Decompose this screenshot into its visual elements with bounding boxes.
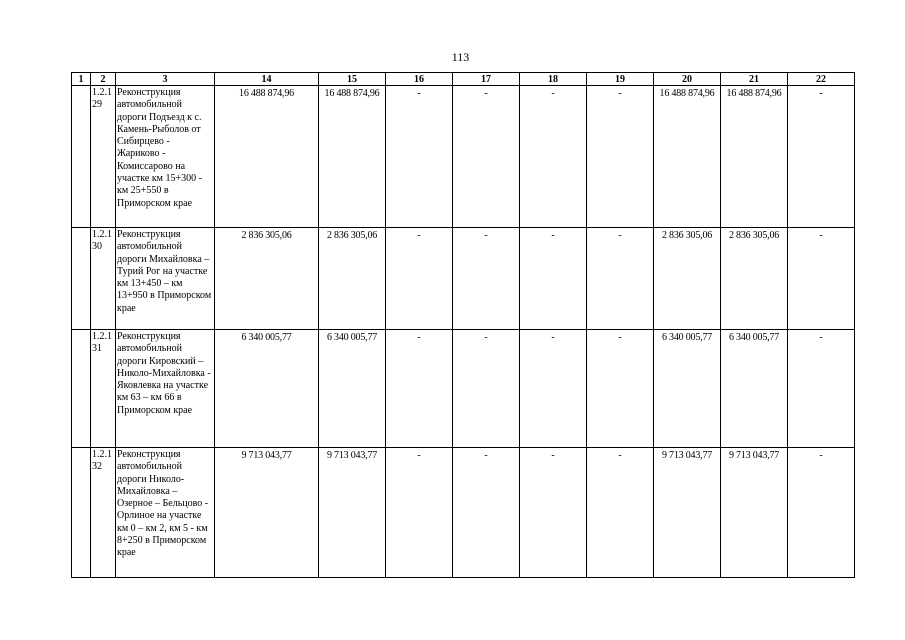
cell-col18: - xyxy=(520,448,587,578)
cell-col17: - xyxy=(453,330,520,448)
column-header-19: 19 xyxy=(587,73,654,86)
cell-object-name: Реконструкция автомобильной дороги Подъезд к с. Камень-Рыболов от Сибирцево - Жариково - Комиссарово на участке км 15+300 - км 25+550 в Приморском крае xyxy=(116,86,215,228)
cell-col22: - xyxy=(788,86,855,228)
cell-col21: 9 713 043,77 xyxy=(721,448,788,578)
column-header-22: 22 xyxy=(788,73,855,86)
cell-col20: 16 488 874,96 xyxy=(654,86,721,228)
cell-col19: - xyxy=(587,330,654,448)
cell-col19: - xyxy=(587,86,654,228)
table-row xyxy=(72,330,855,448)
cell-object-name: Реконструкция автомобильной дороги Михайловка – Турий Рог на участке км 13+450 – км 13+950 в Приморском крае xyxy=(116,228,215,330)
cell-col16: - xyxy=(386,86,453,228)
cell-col14: 2 836 305,06 xyxy=(215,228,319,330)
column-header-3: 3 xyxy=(116,73,215,86)
column-header-16: 16 xyxy=(386,73,453,86)
cell-col1 xyxy=(72,228,91,330)
cell-col18: - xyxy=(520,330,587,448)
column-header-2: 2 xyxy=(91,73,116,86)
cell-col19: - xyxy=(587,448,654,578)
cell-col16: - xyxy=(386,448,453,578)
column-header-1: 1 xyxy=(72,73,91,86)
column-header-18: 18 xyxy=(520,73,587,86)
cell-col14: 6 340 005,77 xyxy=(215,330,319,448)
table-row xyxy=(72,86,855,228)
cell-col15: 9 713 043,77 xyxy=(319,448,386,578)
cell-col21: 2 836 305,06 xyxy=(721,228,788,330)
cell-col18: - xyxy=(520,86,587,228)
column-header-20: 20 xyxy=(654,73,721,86)
cell-col1 xyxy=(72,448,91,578)
cell-code: 1.2.1 29 xyxy=(91,86,116,228)
table-row xyxy=(72,228,855,330)
cell-col17: - xyxy=(453,228,520,330)
cell-col16: - xyxy=(386,330,453,448)
cell-col1 xyxy=(72,86,91,228)
page-number: 113 xyxy=(451,50,470,64)
column-header-14: 14 xyxy=(215,73,319,86)
cell-col17: - xyxy=(453,448,520,578)
cell-col22: - xyxy=(788,448,855,578)
cell-col20: 9 713 043,77 xyxy=(654,448,721,578)
column-header-21: 21 xyxy=(721,73,788,86)
cell-col15: 16 488 874,96 xyxy=(319,86,386,228)
cell-col14: 9 713 043,77 xyxy=(215,448,319,578)
cell-col17: - xyxy=(453,86,520,228)
cell-col19: - xyxy=(587,228,654,330)
cell-col22: - xyxy=(788,330,855,448)
header-row xyxy=(72,73,855,86)
cell-col18: - xyxy=(520,228,587,330)
budget-table xyxy=(71,72,855,578)
cell-col20: 2 836 305,06 xyxy=(654,228,721,330)
column-header-17: 17 xyxy=(453,73,520,86)
cell-code: 1.2.1 30 xyxy=(91,228,116,330)
cell-col20: 6 340 005,77 xyxy=(654,330,721,448)
cell-col14: 16 488 874,96 xyxy=(215,86,319,228)
column-header-15: 15 xyxy=(319,73,386,86)
cell-col15: 2 836 305,06 xyxy=(319,228,386,330)
cell-col15: 6 340 005,77 xyxy=(319,330,386,448)
cell-col1 xyxy=(72,330,91,448)
cell-code: 1.2.1 31 xyxy=(91,330,116,448)
cell-col21: 16 488 874,96 xyxy=(721,86,788,228)
cell-col22: - xyxy=(788,228,855,330)
table-row xyxy=(72,448,855,578)
cell-code: 1.2.1 32 xyxy=(91,448,116,578)
cell-col21: 6 340 005,77 xyxy=(721,330,788,448)
cell-object-name: Реконструкция автомобильной дороги Кировский – Николо-Михайловка - Яковлевка на участке км 63 – км 66 в Приморском крае xyxy=(116,330,215,448)
cell-col16: - xyxy=(386,228,453,330)
cell-object-name: Реконструкция автомобильной дороги Николо-Михайловка – Озерное – Бельцово - Орлиное на участке км 0 – км 2, км 5 - км 8+250 в Приморском крае xyxy=(116,448,215,578)
